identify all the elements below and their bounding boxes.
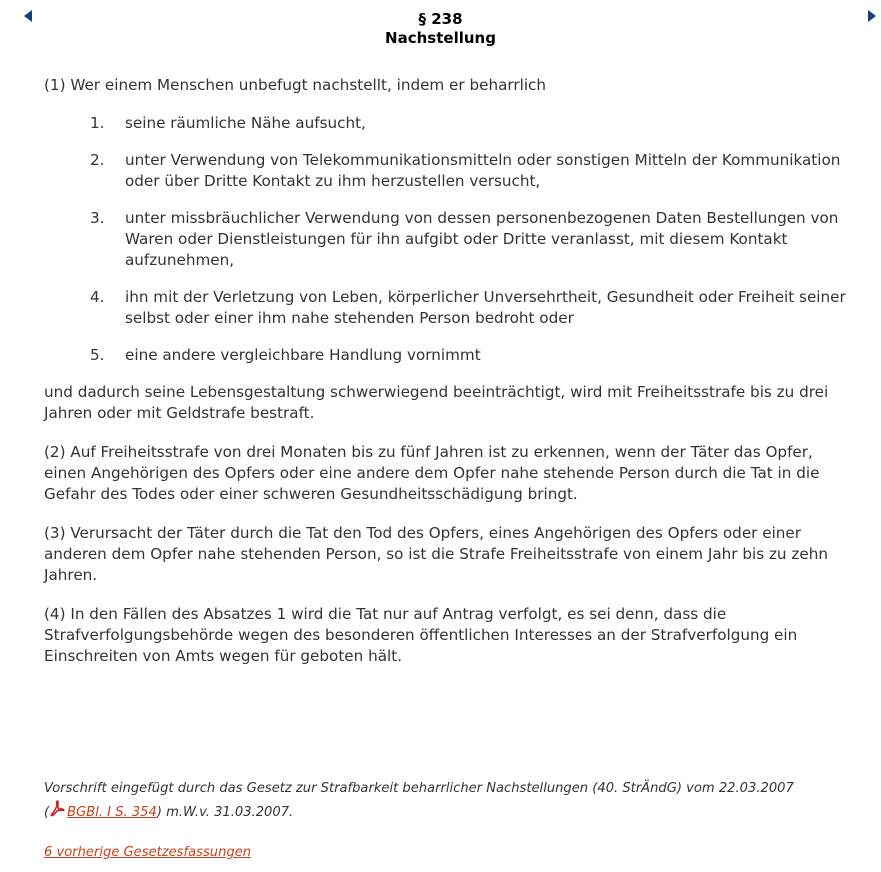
- history-container: [44, 844, 251, 862]
- list-item-number: 1.: [90, 114, 105, 132]
- list-item-text: unter Verwendung von Telekommunikationsmitteln oder sonstigen Mitteln der Kommunikation oder über Dritte Kontakt zu ihm herzustellen versucht,: [125, 151, 841, 190]
- list-item-text: unter missbräuchlicher Verwendung von dessen personenbezogenen Daten Bestellungen von Waren oder Dienstleistungen für ihn aufgibt oder Dritte veranlasst, mit diesem Kontakt aufzunehmen,: [125, 209, 839, 269]
- list-item-text: ihn mit der Verletzung von Leben, körperlicher Unversehrtheit, Gesundheit oder Freiheit seiner selbst oder einer ihm nahe stehenden Person bedroht oder: [125, 288, 846, 327]
- list-item-text: eine andere vergleichbare Handlung vornimmt: [125, 346, 481, 364]
- section-title: Nachstellung: [385, 29, 496, 47]
- paragraph-1-outro: und dadurch seine Lebensgestaltung schwerwiegend beeinträchtigt, wird mit Freiheitsstrafe bis zu drei Jahren oder mit Geldstrafe bestraft.: [44, 383, 829, 422]
- list-item-number: 2.: [90, 151, 105, 169]
- previous-versions-link[interactable]: 6 vorherige Gesetzesfassungen: [44, 845, 252, 860]
- paragraph-1-intro: (1) Wer einem Menschen unbefugt nachstellt, indem er beharrlich: [44, 76, 547, 94]
- list-item-number: 5.: [90, 346, 105, 364]
- paragraph-3: (3) Verursacht der Täter durch die Tat den Tod des Opfers, eines Angehörigen des Opfers oder einer anderen dem Opfer nahe stehenden Person, so ist die Strafe Freiheitsstrafe von einem Jahr bis zu zehn Jahren.: [44, 524, 828, 584]
- list-item: [44, 208, 859, 271]
- list-item-number: 4.: [90, 288, 105, 306]
- paragraph-1-list: [44, 113, 859, 366]
- law-text: [44, 75, 859, 667]
- list-item-text: seine räumliche Nähe aufsucht,: [125, 114, 366, 132]
- amendment-suffix: ) m.W.v. 31.03.2007.: [156, 805, 294, 820]
- list-item-number: 3.: [90, 209, 105, 227]
- paragraph-4: (4) In den Fällen des Absatzes 1 wird die Tat nur auf Antrag verfolgt, es sei denn, dass die Strafverfolgungsbehörde wegen des besonderen öffentlichen Interesses an der Strafverfolgung ein Einschreiten von Amts wegen für geboten hält.: [44, 605, 798, 665]
- section-number: § 238: [418, 10, 463, 28]
- list-item: [44, 287, 859, 329]
- section-header: [0, 10, 881, 48]
- list-item: [44, 113, 859, 134]
- pdf-icon[interactable]: [50, 800, 65, 825]
- bgbl-link[interactable]: BGBl. I S. 354: [67, 805, 157, 820]
- amendment-note: [44, 777, 864, 825]
- list-item: [44, 345, 859, 366]
- paragraph-2: (2) Auf Freiheitsstrafe von drei Monaten bis zu fünf Jahren ist zu erkennen, wenn der Täter das Opfer, einen Angehörigen des Opfers oder eine andere dem Opfer nahe stehende Person durch die Tat in die Gefahr des Todes oder einer schweren Gesundheitsschädigung bringt.: [44, 443, 820, 503]
- list-item: [44, 150, 859, 192]
- amendment-text: Vorschrift eingefügt durch das Gesetz zur Strafbarkeit beharrlicher Nachstellungen (40. StrÄndG) vom 22.03.2007: [44, 781, 794, 796]
- paren-open: (: [44, 805, 50, 820]
